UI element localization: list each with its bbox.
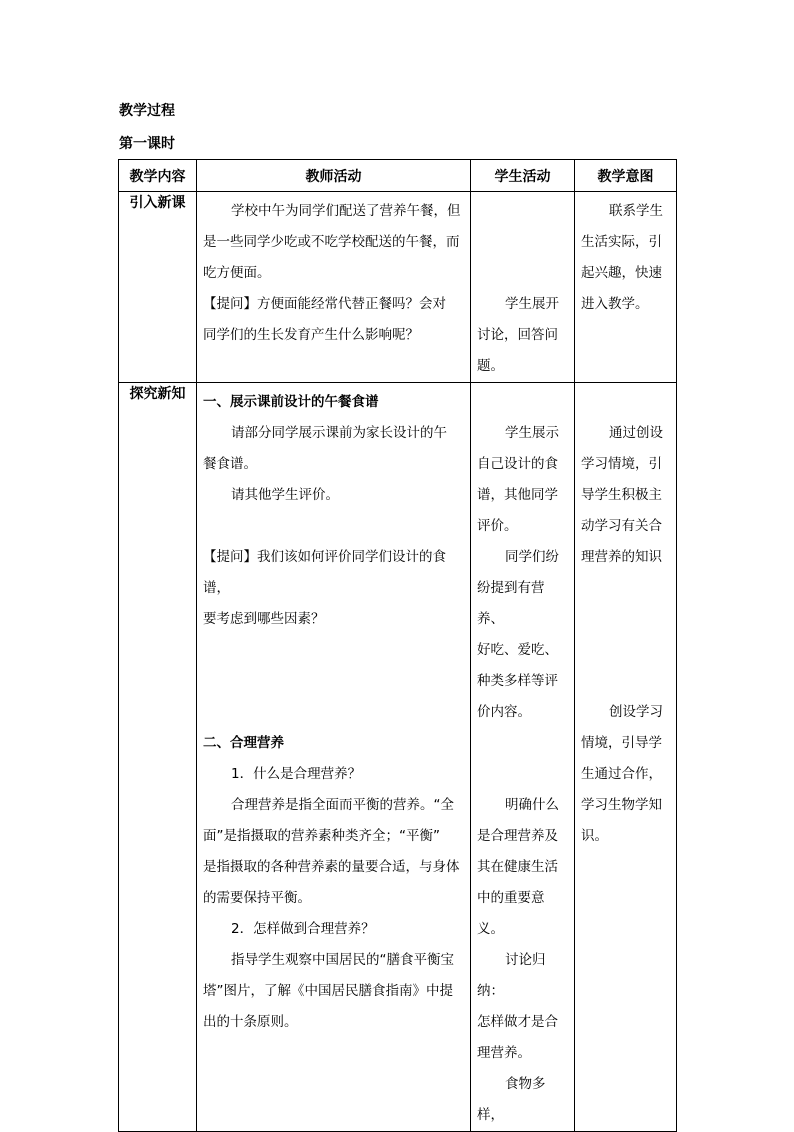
sub-question: 1．什么是合理营养？ [231, 766, 362, 782]
student-text: 理营养。 [477, 1045, 531, 1061]
table-row [119, 383, 677, 1132]
intent-cell [575, 383, 677, 1132]
table-header-row [119, 160, 677, 192]
teacher-text: 合理营养是指全面而平衡的营养。“全 [231, 797, 454, 813]
intent-cell [575, 192, 677, 383]
header-teaching-intent: 教学意图 [575, 160, 677, 192]
teacher-text: 请部分同学展示课前为家长设计的午 [231, 425, 447, 441]
student-text: 讨论，回答问 [477, 327, 558, 343]
intent-text: 学习情境，引 [581, 456, 662, 472]
intent-text: 通过创设 [609, 425, 663, 441]
teacher-activity-cell [197, 192, 471, 383]
teacher-question: 要考虑到哪些因素？ [203, 611, 325, 627]
teacher-text: 是一些同学少吃或不吃学校配送的午餐，而 [203, 234, 460, 250]
lesson-heading: 第一课时 [119, 136, 175, 152]
intent-text: 情境，引导学 [581, 735, 662, 751]
student-text: 中的重要意义。 [477, 890, 545, 937]
student-text: 题。 [477, 358, 504, 374]
student-text: 明确什么 [505, 797, 559, 813]
student-text: 其在健康生活 [477, 859, 558, 875]
student-text: 食物多样， [477, 1076, 546, 1123]
intent-text: 创设学习 [609, 704, 663, 720]
student-text: 纷提到有营养、 [477, 580, 545, 627]
student-text: 讨论归纳： [477, 952, 546, 999]
teacher-text: 餐食谱。 [203, 456, 257, 472]
header-teacher-activity: 教师活动 [197, 160, 471, 192]
student-text: 怎样做才是合 [477, 1014, 558, 1030]
student-text: 学生展示 [505, 425, 559, 441]
intent-text: 导学生积极主 [581, 487, 662, 503]
intent-text: 生活实际，引 [581, 234, 662, 250]
student-text: 学生展开 [505, 296, 559, 312]
teacher-text: 的需要保持平衡。 [203, 890, 311, 906]
teacher-text: 塔”图片，了解《中国居民膳食指南》中提 [203, 983, 453, 999]
intent-text: 起兴趣，快速 [581, 265, 662, 281]
intent-text: 学习生物学知 [581, 797, 662, 813]
teacher-text: 吃方便面。 [203, 265, 271, 281]
sub-question: 2．怎样做到合理营养？ [231, 921, 375, 937]
teacher-text: 指导学生观察中国居民的“膳食平衡宝 [231, 952, 454, 968]
teacher-text: 出的十条原则。 [203, 1014, 298, 1030]
section-title: 一、展示课前设计的午餐食谱 [203, 394, 379, 410]
teacher-question: 同学们的生长发育产生什么影响呢？ [203, 327, 419, 343]
student-text: 是合理营养及 [477, 828, 558, 844]
student-text: 谱，其他同学 [477, 487, 558, 503]
teacher-question: 【提问】我们该如何评价同学们设计的食谱， [203, 549, 446, 596]
student-text: 评价。 [477, 518, 518, 534]
header-content: 教学内容 [119, 160, 197, 192]
intent-text: 进入教学。 [581, 296, 649, 312]
teacher-text: 是指摄取的各种营养素的量要合适，与身体 [203, 859, 460, 875]
row-label-explore: 探究新知 [119, 383, 197, 1132]
row-label-introduction: 引入新课 [119, 192, 197, 383]
intent-text: 生通过合作， [581, 766, 662, 782]
student-text: 种类多样等评 [477, 673, 558, 689]
student-text: 自己设计的食 [477, 456, 558, 472]
intent-text: 动学习有关合 [581, 518, 662, 534]
teacher-text: 学校中午为同学们配送了营养午餐，但 [231, 203, 461, 219]
intent-text: 识。 [581, 828, 608, 844]
section-title: 二、合理营养 [203, 735, 284, 751]
lesson-plan-table [118, 159, 677, 1132]
student-activity-cell [471, 192, 575, 383]
teacher-text: 请其他学生评价。 [231, 487, 339, 503]
teacher-text: 面”是指摄取的营养素种类齐全；“平衡” [203, 828, 440, 844]
student-activity-cell [471, 383, 575, 1132]
intent-text: 联系学生 [609, 203, 663, 219]
intent-text: 理营养的知识 [581, 549, 662, 565]
student-text: 好吃、爱吃、 [477, 642, 558, 658]
teacher-question: 【提问】方便面能经常代替正餐吗？会对 [203, 296, 446, 312]
student-text: 价内容。 [477, 704, 531, 720]
header-student-activity: 学生活动 [471, 160, 575, 192]
teacher-activity-cell [197, 383, 471, 1132]
table-row [119, 192, 677, 383]
section-heading: 教学过程 [119, 103, 175, 119]
student-text: 同学们纷 [505, 549, 559, 565]
